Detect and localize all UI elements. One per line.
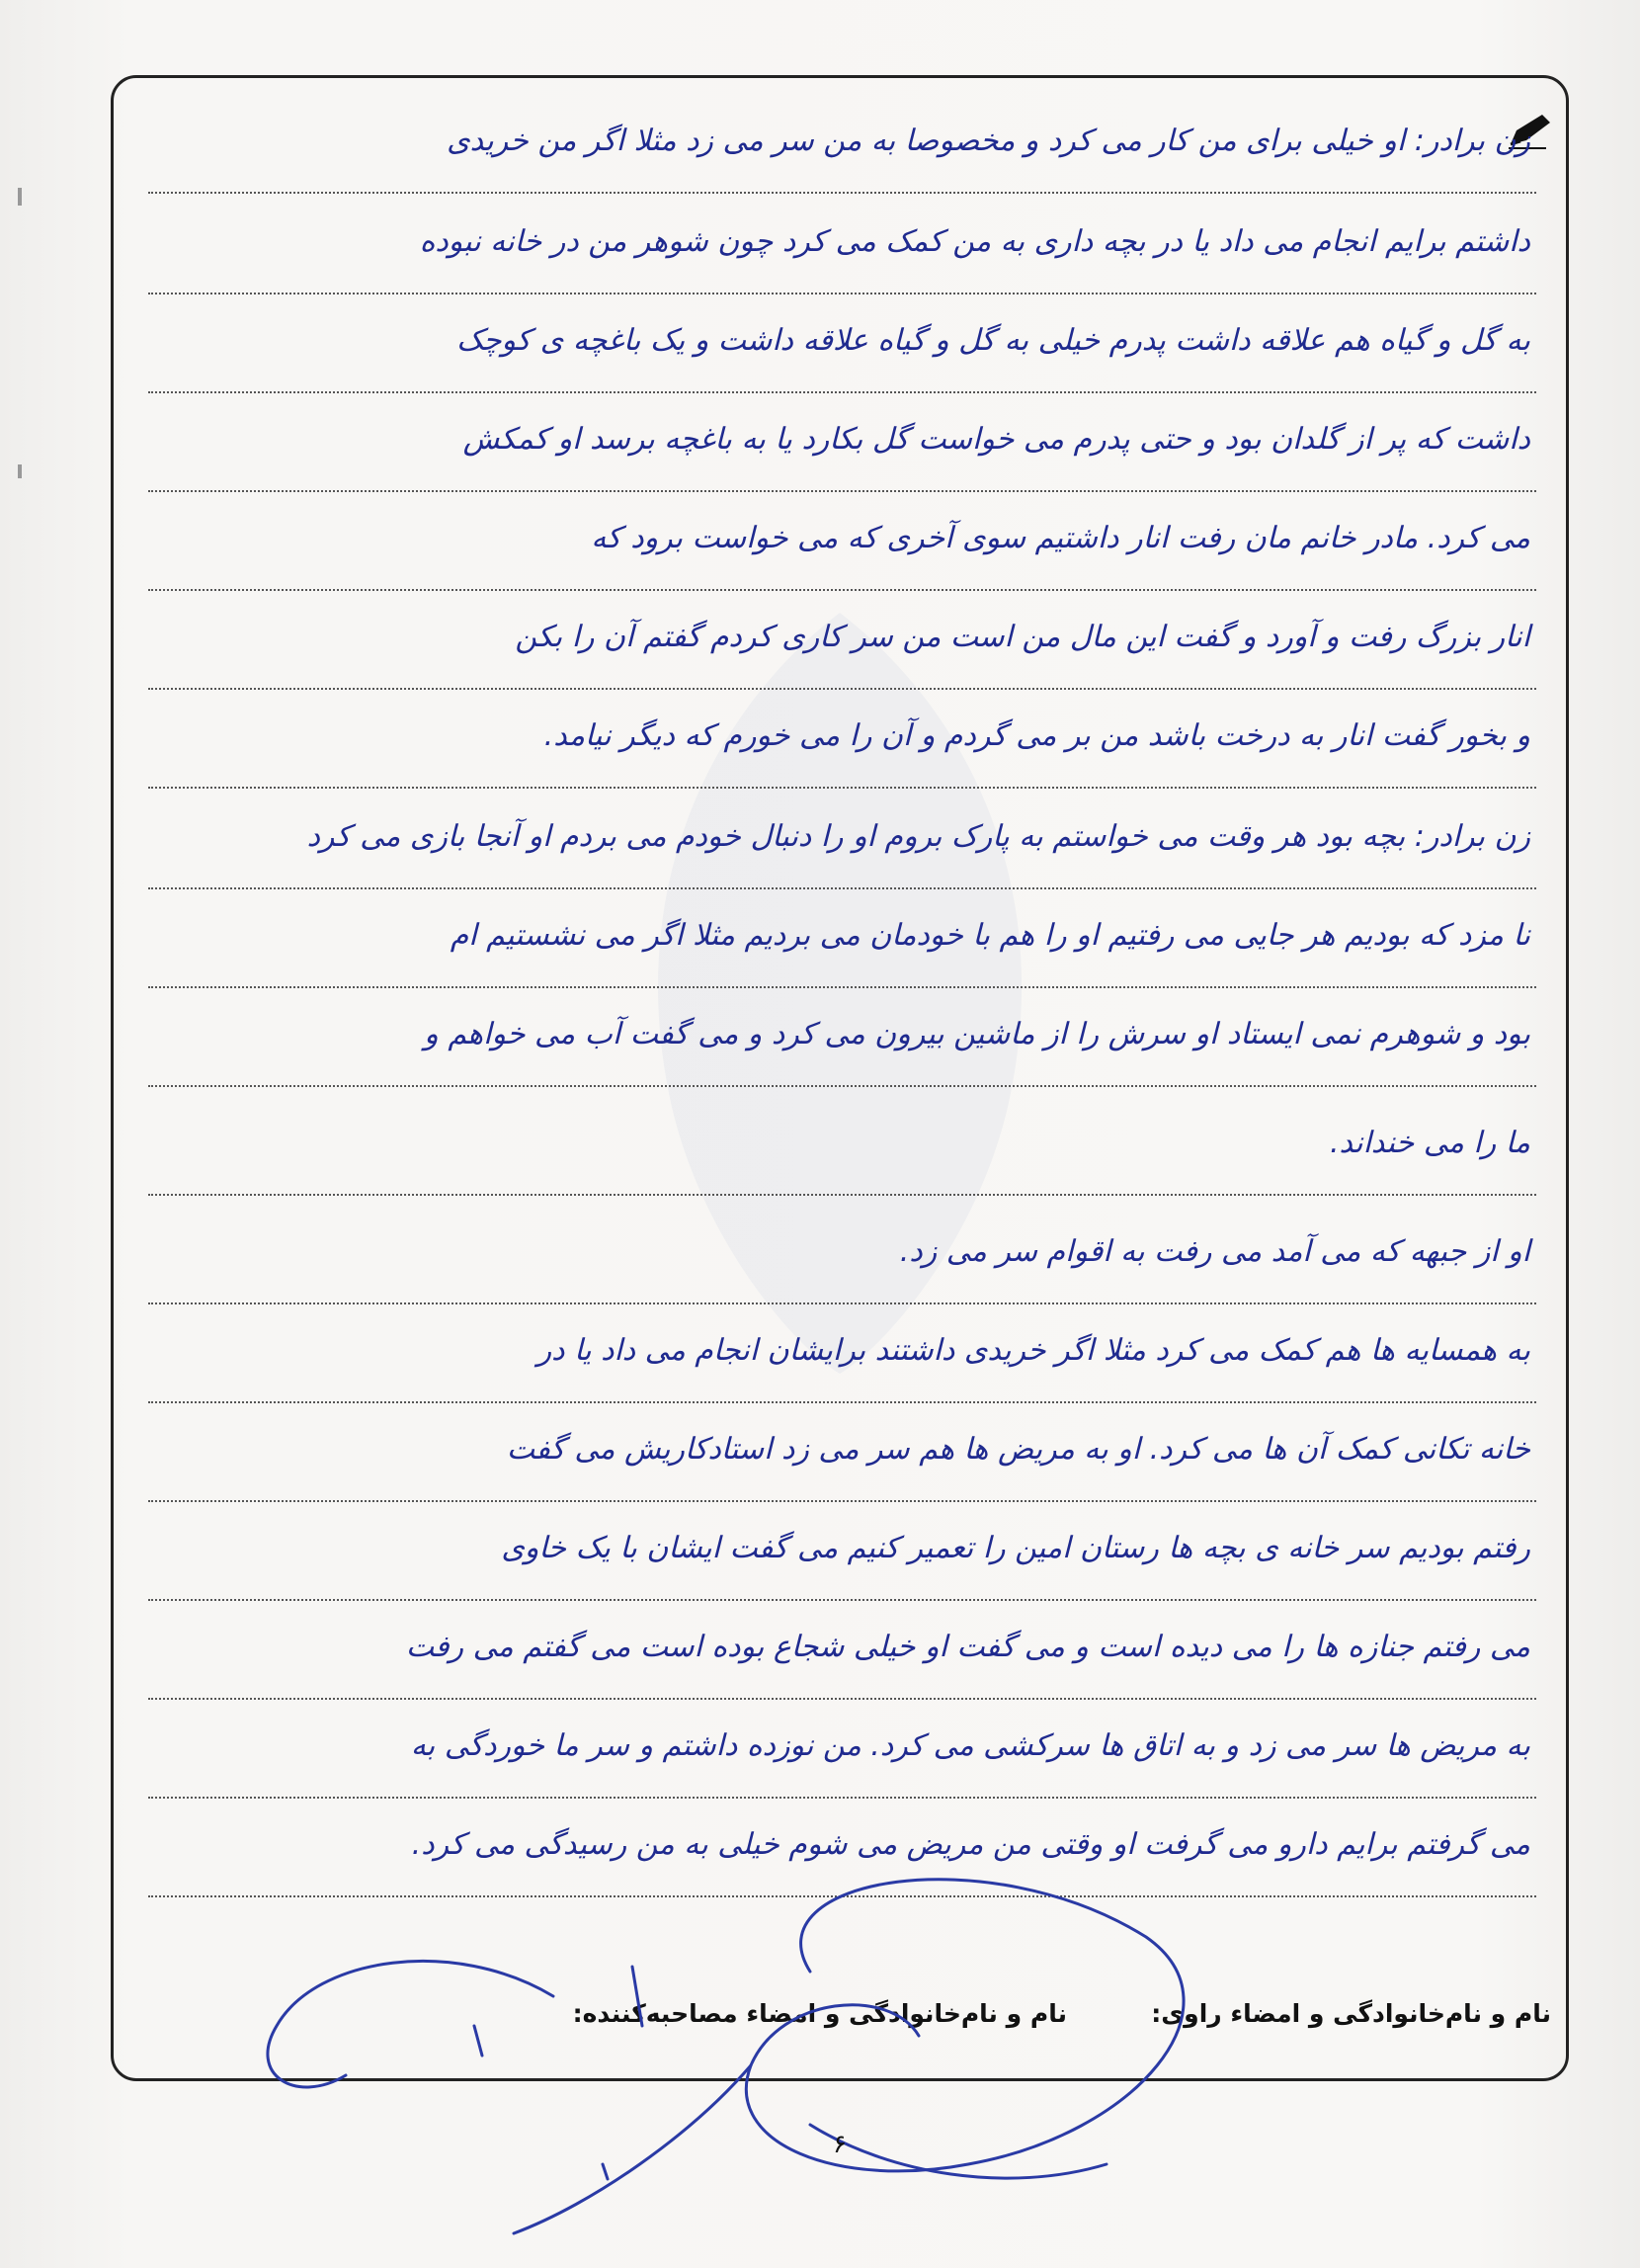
handwritten-line-text: به همسایه ها هم کمک می کرد مثلا اگر خریدی داشتند برایشان انجام می داد یا در [536, 1333, 1530, 1368]
handwritten-line [148, 1111, 1536, 1196]
handwritten-line [148, 903, 1536, 988]
handwritten-line [148, 1812, 1536, 1897]
handwritten-line [148, 605, 1536, 690]
handwritten-line-text: می رفتم جنازه ها را می دیده است و می گفت او خیلی شجاع بوده است می گفتم می رفت [405, 1630, 1530, 1664]
handwritten-line-text: زن برادر: بچه بود هر وقت می خواستم به پارک بروم او را دنبال خودم می بردم او آنجا بازی می کرد [306, 819, 1530, 854]
handwritten-line [148, 804, 1536, 889]
handwritten-line [148, 1318, 1536, 1403]
interviewer-signature-label: نام و نام‌خانوادگی و امضاء مصاحبه‌کننده: [572, 1999, 1067, 2028]
handwritten-line [148, 308, 1536, 393]
handwritten-line-text: نا مزد که بودیم هر جایی می رفتیم او را هم با خودمان می بردیم مثلا اگر می نشستیم ام [450, 918, 1530, 953]
handwritten-line-text: و بخور گفت انار به درخت باشد من بر می گردم و آن را می خورم که دیگر نیامد. [543, 718, 1530, 753]
handwritten-line [148, 1002, 1536, 1087]
handwritten-line [148, 109, 1536, 194]
scan-mark [18, 464, 22, 478]
scan-mark [18, 188, 22, 206]
handwritten-line-text: زن برادر: او خیلی برای من کار می کرد و مخصوصا به من سر می زد مثلا اگر من خریدی [447, 124, 1530, 158]
handwritten-line [148, 1615, 1536, 1700]
handwritten-line-text: می کرد. مادر خانم مان رفت انار داشتیم سوی آخری که می خواست برود که [591, 521, 1530, 555]
handwritten-line-text: انار بزرگ رفت و آورد و گفت این مال من است من سر کاری کردم گفتم آن را بکن [515, 620, 1530, 654]
page-number: ۶ [833, 2130, 847, 2159]
handwritten-line-text: خانه تکانی کمک آن ها می کرد. او به مریض ها هم سر می زد استادکاریش می گفت [506, 1432, 1530, 1467]
handwritten-line-text: او از جبهه که می آمد می رفت به اقوام سر می زد. [899, 1234, 1530, 1269]
handwritten-line [148, 1714, 1536, 1799]
handwritten-line [148, 506, 1536, 591]
handwritten-line [148, 1516, 1536, 1601]
handwritten-line [148, 210, 1536, 294]
narrator-signature-label: نام و نام‌خانوادگی و امضاء راوی: [1151, 1999, 1551, 2028]
handwritten-line [148, 1219, 1536, 1304]
handwritten-line-text: ما را می خنداند. [1329, 1126, 1530, 1160]
handwritten-line [148, 1417, 1536, 1502]
handwritten-line-text: داشت که پر از گلدان بود و حتی پدرم می خواست گل بکارد یا به باغچه برسد او کمکش [462, 422, 1530, 457]
handwritten-line-text: بود و شوهرم نمی ایستاد او سرش را از ماشین بیرون می کرد و می گفت آب می خواهم و [424, 1017, 1530, 1051]
handwritten-line-text: به گل و گیاه هم علاقه داشت پدرم خیلی به گل و گیاه علاقه داشت و یک باغچه ی کوچک [456, 323, 1530, 358]
handwritten-line-text: می گرفتم برایم دارو می گرفت او وقتی من مریض می شوم خیلی به من رسیدگی می کرد. [411, 1827, 1530, 1862]
handwritten-line-text: رفتم بودیم سر خانه ی بچه ها رستان امین را تعمیر کنیم می گفت ایشان با یک خاوی [501, 1531, 1530, 1565]
handwritten-line-text: داشتم برایم انجام می داد یا در بچه داری به من کمک می کرد چون شوهر من در خانه نبوده [419, 224, 1530, 259]
handwritten-line-text: به مریض ها سر می زد و به اتاق ها سرکشی می کرد. من نوزده داشتم و سر ما خوردگی به [410, 1728, 1530, 1763]
handwritten-line [148, 704, 1536, 789]
handwritten-line [148, 407, 1536, 492]
